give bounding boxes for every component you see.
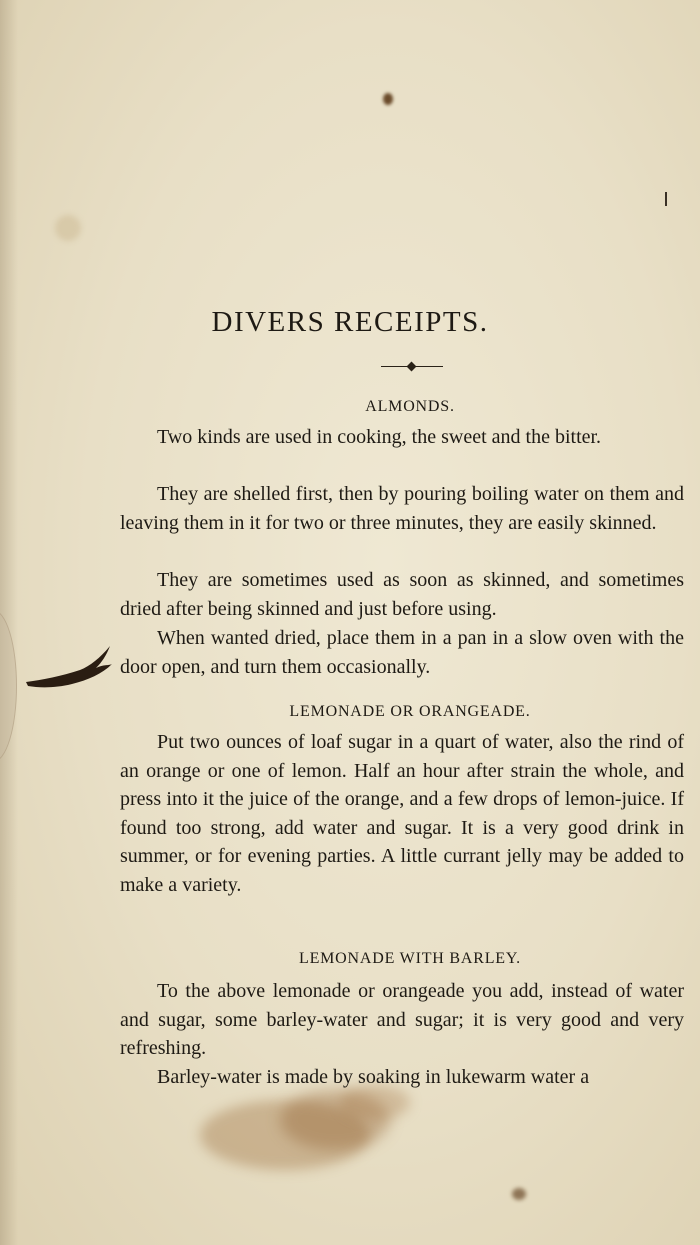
paragraph: Put two ounces of loaf sugar in a quart of water, also the rind of an orange or one of lemon. Half an hour after strain the whole, and press into it the juice of the orange, and a few drops of lemon-juice. If found too strong, add water and sugar. It is a very good drink in summer, or for evening parties. A little currant jelly may be added to make a variety. xyxy=(120,731,684,896)
water-stain xyxy=(280,1090,390,1150)
section-heading: LEMONADE OR ORANGEADE. xyxy=(289,703,531,720)
foxing-spot xyxy=(55,215,81,241)
twig-icon xyxy=(22,640,117,695)
ink-spot xyxy=(512,1188,526,1200)
rule-ornament xyxy=(407,362,417,372)
section-heading: ALMONDS. xyxy=(365,398,455,415)
paragraph: Two kinds are used in cooking, the sweet and the bitter. xyxy=(157,426,602,448)
margin-mark xyxy=(665,192,667,206)
paragraph: Barley-water is made by soaking in lukewarm water a xyxy=(157,1066,590,1088)
paragraph: When wanted dried, place them in a pan in a slow oven with the door open, and turn them occasionally. xyxy=(120,627,684,678)
paragraph: They are sometimes used as soon as skinned, and sometimes dried after being skinned and just before using. xyxy=(120,569,684,620)
section-heading: LEMONADE WITH BARLEY. xyxy=(299,950,521,967)
paragraph: They are shelled first, then by pouring boiling water on them and leaving them in it for two or three minutes, they are easily skinned. xyxy=(120,483,684,534)
page-title: DIVERS RECEIPTS. xyxy=(211,306,489,338)
paragraph: To the above lemonade or orangeade you add, instead of water and sugar, some barley-water and sugar; it is very good and very refreshing. xyxy=(120,980,684,1059)
ink-spot xyxy=(383,93,393,105)
water-stain xyxy=(200,1100,370,1170)
